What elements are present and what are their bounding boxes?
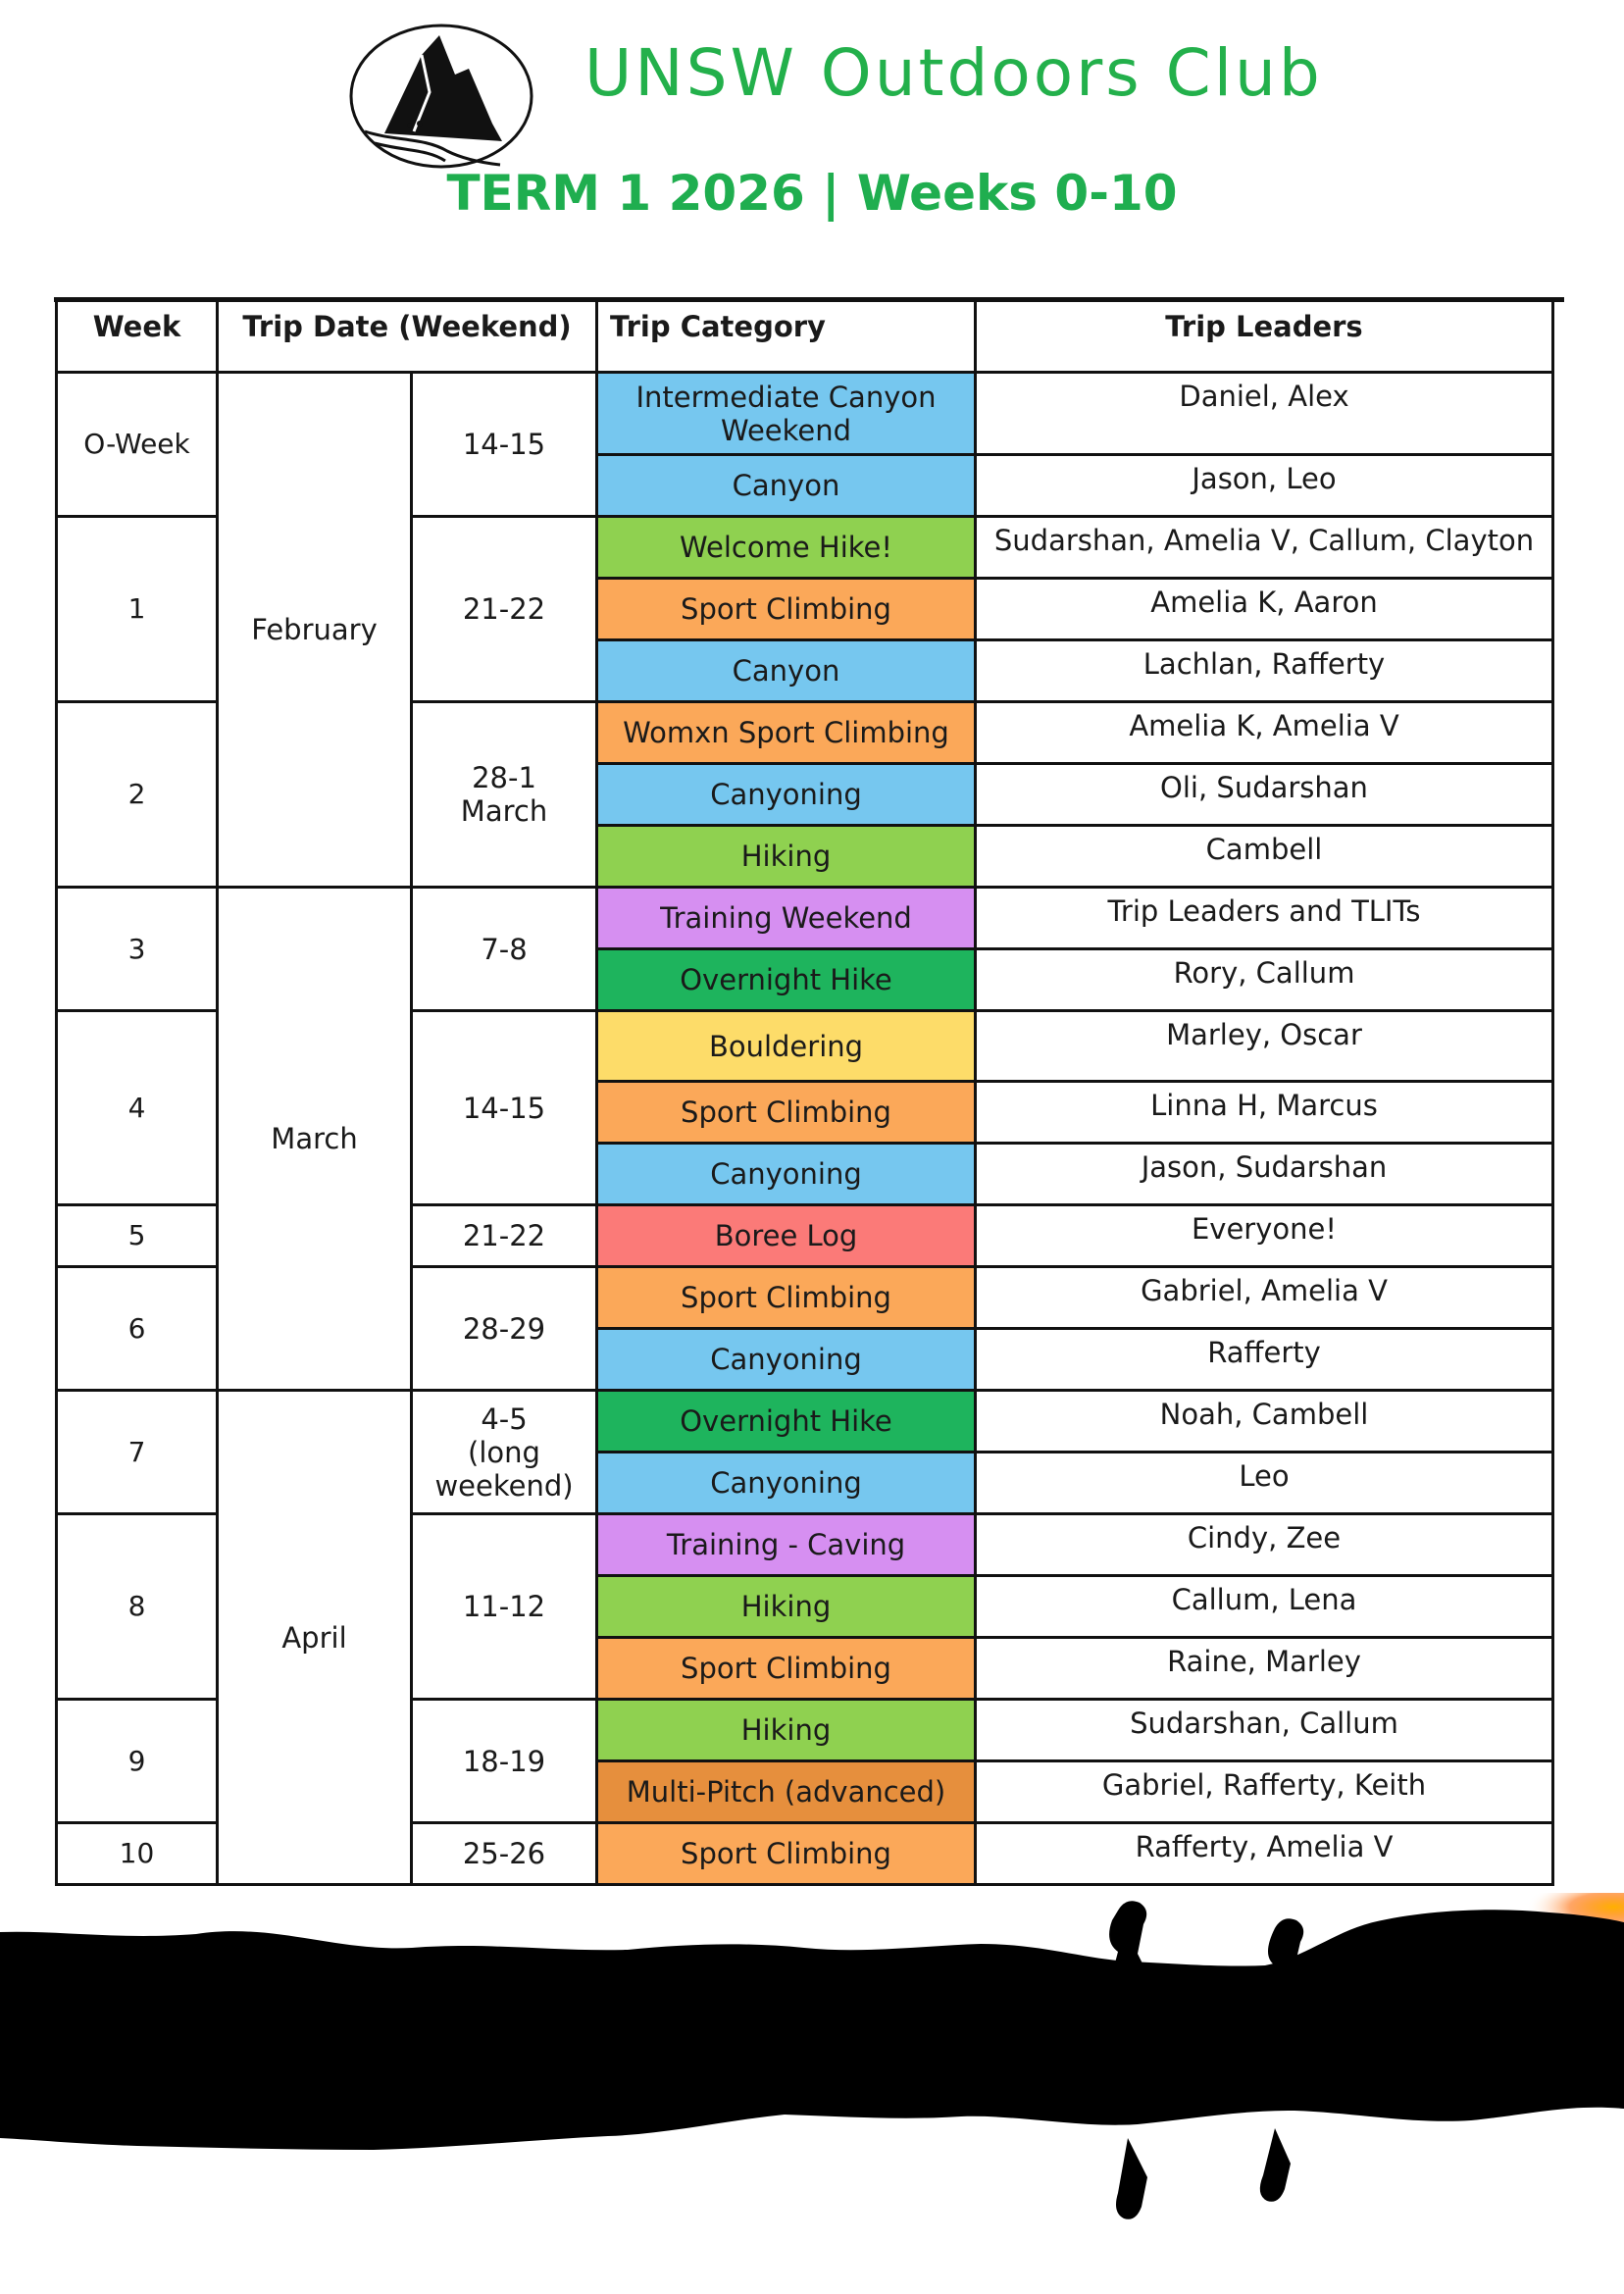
date-line: weekend) xyxy=(434,1468,574,1503)
trip-category: Sport Climbing xyxy=(597,1823,976,1885)
trip-category: Sport Climbing xyxy=(597,1267,976,1329)
date-cell: 11-12 xyxy=(412,1514,597,1700)
date-cell: 18-19 xyxy=(412,1700,597,1823)
trip-category: Training Weekend xyxy=(597,888,976,949)
trip-leaders: Sudarshan, Callum xyxy=(976,1700,1553,1761)
trip-category: Sport Climbing xyxy=(597,1638,976,1700)
week-cell: 5 xyxy=(57,1205,218,1267)
mountain-logo-icon xyxy=(345,16,537,171)
trip-leaders: Rafferty, Amelia V xyxy=(976,1823,1553,1885)
week-header: Week xyxy=(57,301,218,373)
term-title: TERM 1 2026 | Weeks 0-10 xyxy=(446,165,1178,222)
date-line: March xyxy=(460,794,548,828)
week-cell: 3 xyxy=(57,888,218,1011)
trip-leaders: Amelia K, Amelia V xyxy=(976,702,1553,764)
trip-leaders: Noah, Cambell xyxy=(976,1391,1553,1453)
month-cell: April xyxy=(218,1391,412,1885)
week-cell: 2 xyxy=(57,702,218,888)
trip-category: Hiking xyxy=(597,1700,976,1761)
date-cell: 7-8 xyxy=(412,888,597,1011)
trip-leaders: Raine, Marley xyxy=(976,1638,1553,1700)
date-cell xyxy=(412,702,597,888)
date-cell: 25-26 xyxy=(412,1823,597,1885)
trip-category: Canyoning xyxy=(597,1329,976,1391)
trip-leaders: Oli, Sudarshan xyxy=(976,764,1553,826)
trip-category: Boree Log xyxy=(597,1205,976,1267)
trip-schedule-table xyxy=(55,299,1554,1886)
week-cell: 1 xyxy=(57,517,218,702)
trip-leaders: Gabriel, Amelia V xyxy=(976,1267,1553,1329)
trip-leaders-header: Trip Leaders xyxy=(976,301,1553,373)
trip-category: Canyon xyxy=(597,455,976,517)
date-cell xyxy=(412,1391,597,1514)
trip-leaders: Amelia K, Aaron xyxy=(976,579,1553,640)
date-line: (long xyxy=(468,1435,540,1469)
trip-category: Canyon xyxy=(597,640,976,702)
date-line: 28-1 xyxy=(472,761,536,794)
hikers-silhouette-icon xyxy=(0,1893,1624,2294)
trip-leaders: Linna H, Marcus xyxy=(976,1082,1553,1144)
date-cell: 21-22 xyxy=(412,517,597,702)
trip-category: Multi-Pitch (advanced) xyxy=(597,1761,976,1823)
week-cell: 6 xyxy=(57,1267,218,1391)
trip-category: Intermediate Canyon Weekend xyxy=(597,373,976,455)
trip-category: Sport Climbing xyxy=(597,579,976,640)
trip-category: Training - Caving xyxy=(597,1514,976,1576)
trip-category: Hiking xyxy=(597,1576,976,1638)
table-row xyxy=(57,888,1553,949)
date-line: 4-5 xyxy=(481,1402,528,1436)
trip-category: Sport Climbing xyxy=(597,1082,976,1144)
week-cell: 4 xyxy=(57,1011,218,1205)
trip-leaders: Rafferty xyxy=(976,1329,1553,1391)
trip-leaders: Leo xyxy=(976,1453,1553,1514)
club-title: UNSW Outdoors Club xyxy=(584,35,1323,111)
trip-leaders: Sudarshan, Amelia V, Callum, Clayton xyxy=(976,517,1553,579)
trip-category: Overnight Hike xyxy=(597,949,976,1011)
week-cell: 9 xyxy=(57,1700,218,1823)
trip-category: Canyoning xyxy=(597,1144,976,1205)
trip-leaders: Jason, Sudarshan xyxy=(976,1144,1553,1205)
date-cell: 14-15 xyxy=(412,373,597,517)
week-cell: 8 xyxy=(57,1514,218,1700)
trip-leaders: Trip Leaders and TLITs xyxy=(976,888,1553,949)
month-cell: March xyxy=(218,888,412,1391)
table-row xyxy=(57,1391,1553,1453)
date-cell: 28-29 xyxy=(412,1267,597,1391)
date-cell: 21-22 xyxy=(412,1205,597,1267)
trip-date-header: Trip Date (Weekend) xyxy=(218,301,597,373)
trip-category: Canyoning xyxy=(597,764,976,826)
table-row xyxy=(57,373,1553,455)
trip-leaders: Gabriel, Rafferty, Keith xyxy=(976,1761,1553,1823)
trip-category: Canyoning xyxy=(597,1453,976,1514)
trip-leaders: Jason, Leo xyxy=(976,455,1553,517)
month-cell: February xyxy=(218,373,412,888)
trip-leaders: Marley, Oscar xyxy=(976,1011,1553,1082)
trip-category: Welcome Hike! xyxy=(597,517,976,579)
trip-leaders: Cindy, Zee xyxy=(976,1514,1553,1576)
trip-leaders: Rory, Callum xyxy=(976,949,1553,1011)
trip-leaders: Daniel, Alex xyxy=(976,373,1553,455)
date-cell: 14-15 xyxy=(412,1011,597,1205)
week-cell: 10 xyxy=(57,1823,218,1885)
trip-leaders: Callum, Lena xyxy=(976,1576,1553,1638)
trip-category-header: Trip Category xyxy=(597,301,976,373)
trip-leaders: Everyone! xyxy=(976,1205,1553,1267)
trip-category: Womxn Sport Climbing xyxy=(597,702,976,764)
week-cell: O-Week xyxy=(57,373,218,517)
trip-category: Overnight Hike xyxy=(597,1391,976,1453)
week-cell: 7 xyxy=(57,1391,218,1514)
trip-leaders: Cambell xyxy=(976,826,1553,888)
header-row xyxy=(57,301,1553,373)
trip-category: Hiking xyxy=(597,826,976,888)
trip-leaders: Lachlan, Rafferty xyxy=(976,640,1553,702)
trip-category: Bouldering xyxy=(597,1011,976,1082)
